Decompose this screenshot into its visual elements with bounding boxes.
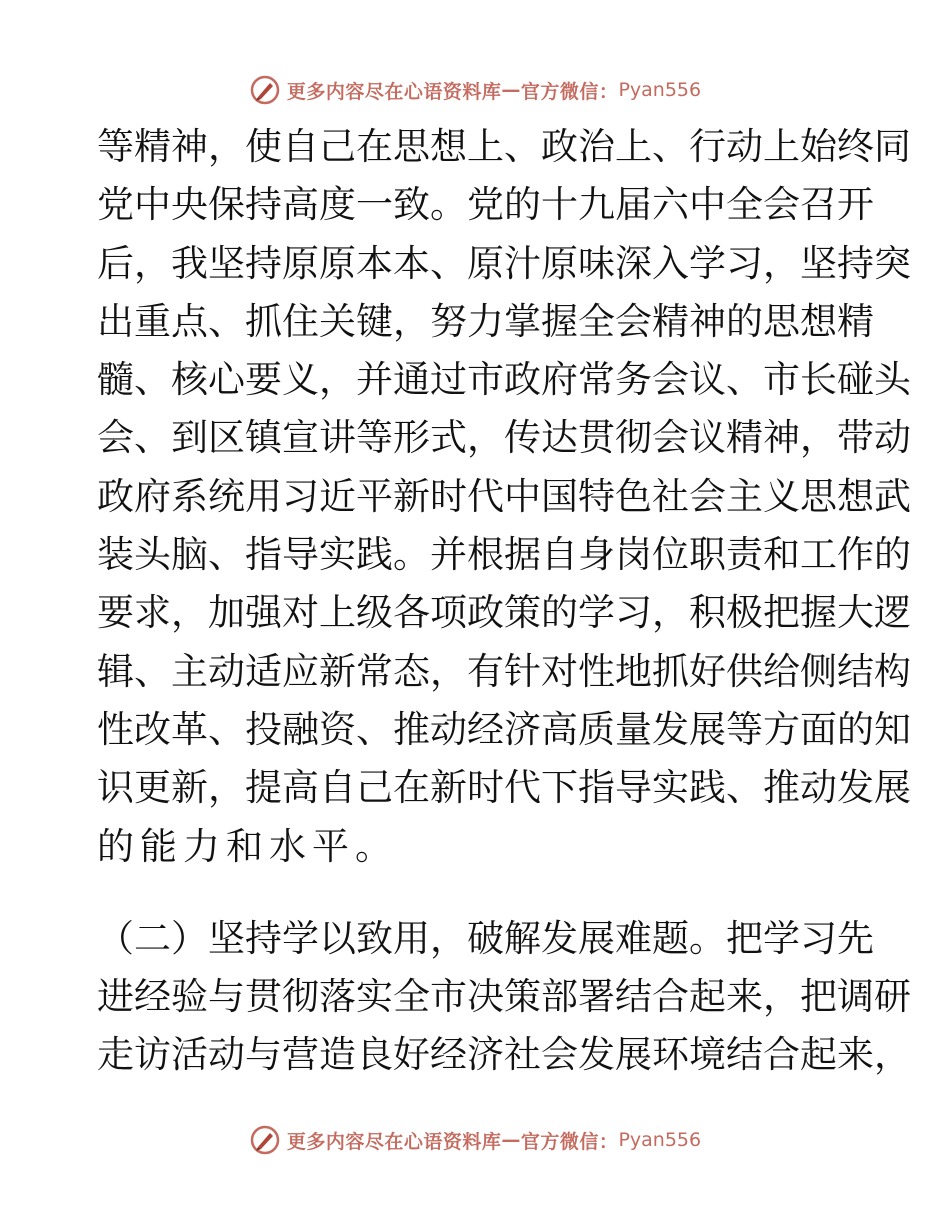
header-banner bbox=[0, 70, 950, 110]
text-line: （ 二 ） 坚 持 学 以 致 用 ， 破 解 发 展 难 题 。 把 学 习 先 bbox=[97, 916, 874, 960]
pen-seal-icon bbox=[249, 1124, 281, 1156]
text-line: 要 求 ， 加 强 对 上 级 各 项 政 策 的 学 习 ， 积 极 把 握 大 逻 bbox=[97, 591, 911, 635]
footer-site-text: 更多内容尽在心语资料库 bbox=[286, 1130, 502, 1153]
text-line: 后 ， 我 坚 持 原 原 本 本 、 原 汁 原 味 深 入 学 习 ， 坚 持 突 bbox=[97, 241, 911, 285]
text-line: 出 重 点 、 抓 住 关 键 ， 努 力 掌 握 全 会 精 神 的 思 想 精 bbox=[97, 299, 874, 343]
text-line: 等 精 神 ， 使 自 己 在 思 想 上 、 政 治 上 、 行 动 上 始 终 同 bbox=[97, 125, 911, 168]
text-line: 的能力和水平。 bbox=[97, 824, 398, 868]
footer-banner bbox=[0, 1120, 950, 1160]
footer-dash: — bbox=[501, 1129, 521, 1151]
text-line: 辑 、 主 动 适 应 新 常 态 ， 有 针 对 性 地 抓 好 供 给 侧 结 构 bbox=[97, 649, 911, 693]
text-line: 会 、 到 区 镇 宣 讲 等 形 式 ， 传 达 贯 彻 会 议 精 神 ， 带 动 bbox=[97, 416, 911, 460]
header-wechat-id: Pyan556 bbox=[618, 79, 702, 101]
paragraph bbox=[97, 910, 911, 1085]
text-line: 进 经 验 与 贯 彻 落 实 全 市 决 策 部 署 结 合 起 来 ， 把 调 研 bbox=[97, 975, 911, 1019]
text-line: 政 府 系 统 用 习 近 平 新 时 代 中 国 特 色 社 会 主 义 思 想 武 bbox=[97, 474, 911, 518]
paragraph bbox=[97, 118, 911, 876]
footer-wechat-id: Pyan556 bbox=[618, 1129, 702, 1151]
text-line: 识 更 新 ， 提 高 自 己 在 新 时 代 下 指 导 实 践 、 推 动 发 展 bbox=[97, 766, 911, 810]
footer-wechat-label: 官方微信： bbox=[520, 1130, 619, 1153]
document-body bbox=[97, 118, 911, 1085]
header-wechat-label: 官方微信： bbox=[520, 80, 619, 103]
header-dash: — bbox=[501, 79, 521, 101]
pen-seal-icon bbox=[249, 74, 281, 106]
text-line: 性 改 革 、 投 融 资 、 推 动 经 济 高 质 量 发 展 等 方 面 的 知 bbox=[97, 707, 911, 751]
text-line: 装 头 脑 、 指 导 实 践 。 并 根 据 自 身 岗 位 职 责 和 工 作 的 bbox=[97, 533, 911, 577]
text-line: 髓 、 核 心 要 义 ， 并 通 过 市 政 府 常 务 会 议 、 市 长 碰 头 bbox=[97, 358, 911, 402]
text-line: 走 访 活 动 与 营 造 良 好 经 济 社 会 发 展 环 境 结 合 起 来 ， bbox=[97, 1033, 911, 1077]
header-site-text: 更多内容尽在心语资料库 bbox=[286, 80, 502, 103]
text-line: 党 中 央 保 持 高 度 一 致 。 党 的 十 九 届 六 中 全 会 召 开 bbox=[97, 183, 874, 227]
